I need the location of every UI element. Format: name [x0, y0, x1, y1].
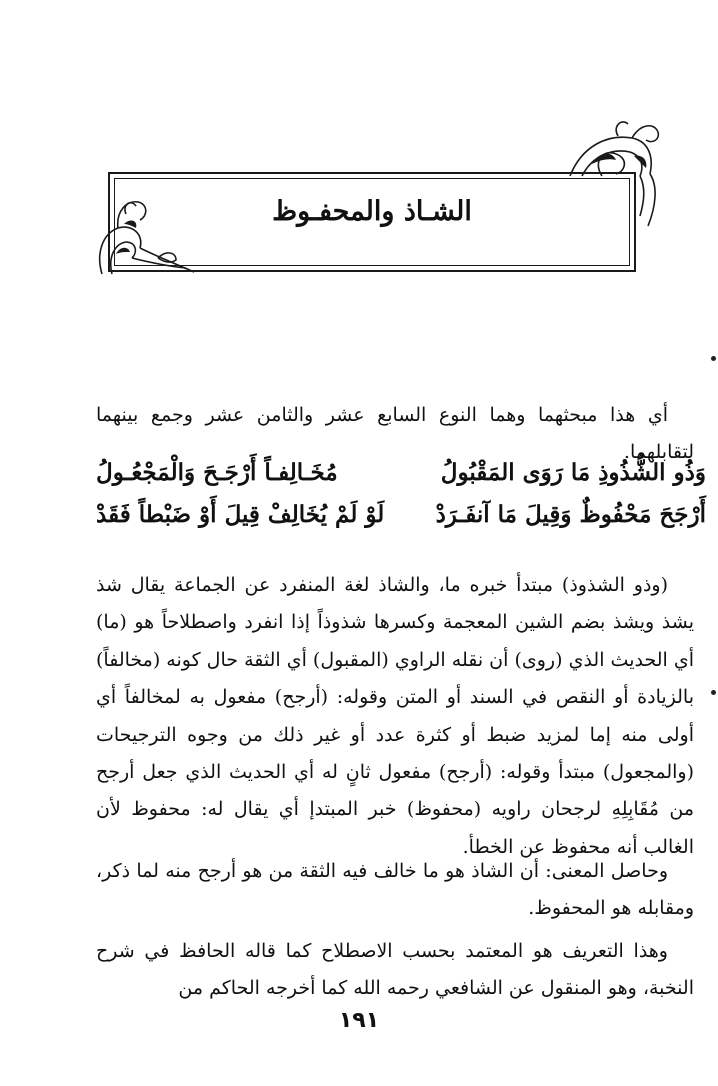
poem-verses — [96, 452, 706, 536]
verse-first-hemistich: وَذُو الشُّذُوذِ مَا رَوَى المَقْبُولُ — [440, 459, 706, 486]
commentary-paragraph: (وذو الشذوذ) مبتدأ خبره ما، والشاذ لغة المنفرد عن الجماعة يقال شذ يشذ ويشذ بضم الشين المعجمة وكسرها شذوذاً إذا انفرد واصطلاحاً هو (ما) أي الحديث الذي (روى) أن نقله الراوي (المقبول) أي الثقة حال كونه (مخالفاً) بالزيادة أو النقص في السند أو المتن وقوله: (أرجح) مفعول به لمخالفاً أي أولى منه إما لمزيد ضبط أو كثرة عدد أو غير ذلك من وجوه الترجيحات (والمجعول) مبتدأ وقوله: (أرجح) مفعول ثانٍ له أي الحديث الذي جعل أرجح من مُقَابِلِهِ لرجحان راويه (محفوظ) خبر المبتدإ أي يقال له: محفوظ لأن الغالب أنه محفوظ عن الخطأ. — [96, 574, 694, 858]
margin-dot — [711, 690, 716, 695]
page-number: ١٩١ — [338, 1008, 380, 1033]
definition-paragraph: وهذا التعريف هو المعتمد بحسب الاصطلاح كما قاله الحافظ في شرح النخبة، وهو المنقول عن الشافعي رحمه الله كما أخرجه الحاكم من — [96, 940, 694, 1000]
verse-first-hemistich: أَرْجَحَ مَحْفُوظٌ وَقِيلَ مَا آنفَـرَدْ — [435, 501, 706, 528]
chapter-title-frame — [108, 172, 636, 272]
meaning-paragraph: وحاصل المعنى: أن الشاذ هو ما خالف فيه الثقة من هو أرجح منه لما ذكر، ومقابله هو المحفوظ. — [96, 860, 694, 920]
chapter-title: الشـاذ والمحفـوظ — [272, 196, 472, 227]
margin-dot — [711, 356, 716, 361]
verse-line — [96, 494, 706, 536]
intro-paragraph: أي هذا مبحثهما وهما النوع السابع عشر والثامن عشر وجمع بينهما لتقابلهما. — [96, 404, 694, 464]
verse-second-hemistich: لَوْ لَمْ يُخَالِفْ قِيلَ أَوْ ضَبْطاً فَقَدْ — [96, 501, 385, 528]
verse-second-hemistich: مُخَـالِفـاً أَرْجَـحَ وَالْمَجْعُـولُ — [96, 459, 338, 486]
verse-line — [96, 452, 706, 494]
